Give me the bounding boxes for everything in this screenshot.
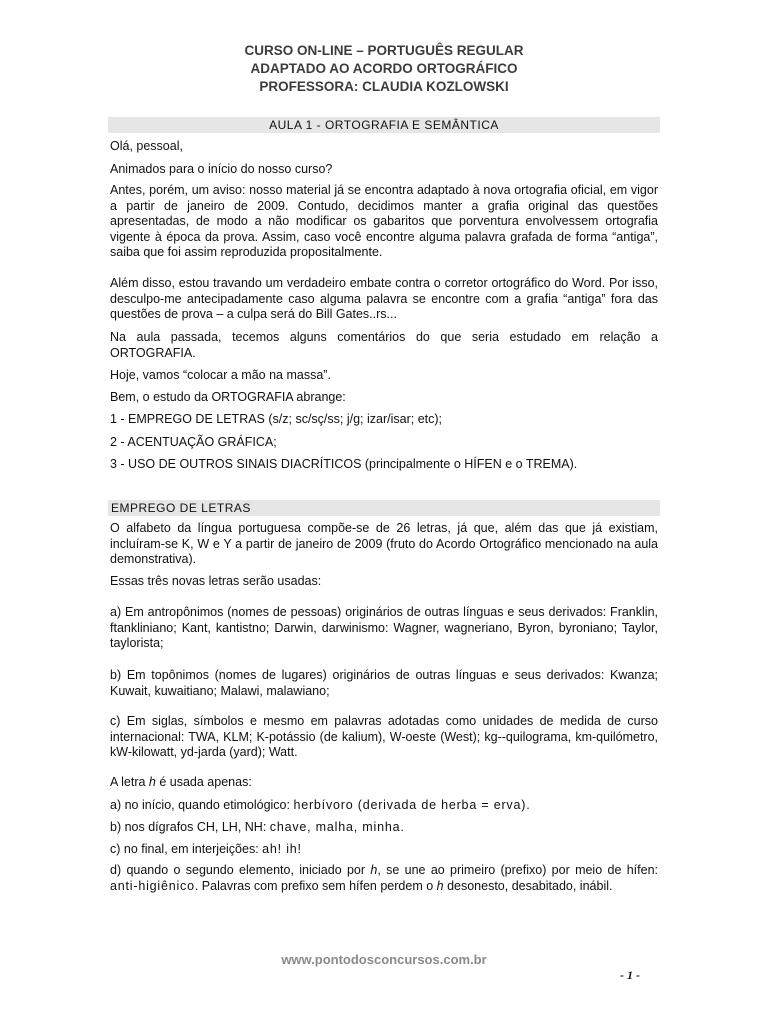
h-rule-d-letter-1: h: [370, 863, 378, 877]
h-rule-c: [110, 842, 658, 858]
scope-item-1: 1 - EMPREGO DE LETRAS (s/z; sc/sç/ss; j/g; izar/isar; etc);: [110, 412, 443, 426]
intro-paragraph-5: Hoje, vamos “colocar a mão na massa”.: [110, 368, 331, 382]
page-number: - 1 -: [620, 968, 640, 982]
h-rule-a-text: a) no início, quando etimológico:: [110, 798, 294, 812]
h-letter: h: [148, 775, 156, 789]
course-title: CURSO ON-LINE – PORTUGUÊS REGULAR: [244, 43, 524, 58]
scope-item-3: 3 - USO DE OUTROS SINAIS DIACRÍTICOS (principalmente o HÍFEN e o TREMA).: [110, 457, 578, 471]
h-rule-a: [110, 798, 658, 814]
course-subtitle: ADAPTADO AO ACORDO ORTOGRÁFICO: [250, 61, 518, 76]
intro-paragraph-1: Animados para o início do nosso curso?: [110, 162, 333, 176]
h-rule-d-text-3: . Palavras com prefixo sem hífen perdem o: [194, 878, 437, 893]
scope-item-2: 2 - ACENTUAÇÃO GRÁFICA;: [110, 435, 277, 449]
section-title-bar: [108, 500, 660, 516]
h-rule-d-letter-2: h: [436, 878, 444, 893]
rule-anthroponyms: a) Em antropônimos (nomes de pessoas) originários de outras línguas e seus derivados: Franklin, ftankliniano; Kant, kantistno; Darwin, darwinismo: Wagner, wagneriano, Byron, byroniano; Taylor, taylorista;: [110, 605, 658, 650]
h-rule-d-text-1: d) quando o segundo elemento, iniciado por: [110, 863, 371, 877]
alphabet-paragraph: O alfabeto da língua portuguesa compõe-se de 26 letras, já que, além das que já existiam, incluíram-se K, W e Y a partir de janeiro de 2009 (fruto do Acordo Ortográfico mencionado na aula demonstrativa).: [110, 521, 658, 566]
greeting: Olá, pessoal,: [110, 139, 183, 153]
intro-paragraph-6: Bem, o estudo da ORTOGRAFIA abrange:: [110, 390, 346, 404]
section-title: EMPREGO DE LETRAS: [111, 501, 251, 515]
professor-name: PROFESSORA: CLAUDIA KOZLOWSKI: [259, 79, 509, 94]
h-rule-d-example: anti-higiênico: [110, 878, 195, 893]
intro-paragraph-3: Além disso, estou travando um verdadeiro embate contra o corretor ortográfico do Word. Por isso, desculpo-me antecipadamente caso alguma palavra se encontre com a grafia “antiga” fora das questões de prova – a culpa será do Bill Gates..rs...: [110, 276, 658, 321]
intro-paragraph-2: Antes, porém, um aviso: nosso material já se encontra adaptado à nova ortografia oficial, em vigor a partir de janeiro de 2009. Contudo, decidimos manter a grafia original das questões apresentadas, de modo a não modificar os gabaritos que porventura envolvessem ortografia vigente à época da prova. Assim, caso você encontre alguma palavra grafada de forma “antiga”, saiba que foi assim reproduzida propositalmente.: [110, 183, 658, 259]
lesson-title: AULA 1 - ORTOGRAFIA E SEMÂNTICA: [269, 118, 499, 132]
letter-h-intro: [110, 775, 658, 791]
rule-toponyms: b) Em topônimos (nomes de lugares) originários de outras línguas e seus derivados: Kwanza; Kuwait, kuwaitiano; Malawi, malawiano;: [110, 668, 658, 698]
lesson-title-bar: [108, 117, 660, 133]
h-rule-b-example: chave, malha, minha.: [269, 820, 405, 834]
new-letters-intro: Essas três novas letras serão usadas:: [110, 574, 322, 588]
h-rule-c-text: c) no final, em interjeições:: [110, 842, 263, 856]
h-intro-pre: A letra: [110, 775, 149, 789]
h-rule-d-text-4: desonesto, desabitado, inábil.: [443, 878, 613, 893]
rule-symbols: c) Em siglas, símbolos e mesmo em palavras adotadas como unidades de medida de curso internacional: TWA, KLM; K-potássio (de kalium), W-oeste (West); kg--quilograma, km-quilómetro, kW-kilowatt, yd-jarda (yard); Watt.: [110, 714, 658, 759]
h-rule-b-text: b) nos dígrafos CH, LH, NH:: [110, 820, 270, 834]
h-rule-d-text-2: , se une ao primeiro (prefixo) por meio de hífen:: [377, 863, 658, 877]
document-header: [0, 42, 768, 96]
h-intro-post: é usada apenas:: [155, 775, 252, 789]
h-rule-c-example: ah! ih!: [262, 842, 302, 856]
h-rule-a-example: herbívoro (derivada de herba = erva).: [293, 798, 531, 812]
footer-url[interactable]: www.pontodosconcursos.com.br: [281, 952, 487, 967]
h-rule-d: [110, 863, 658, 894]
intro-paragraph-4: Na aula passada, tecemos alguns comentários do que seria estudado em relação a ORTOGRAFIA.: [110, 330, 658, 360]
h-rule-b: [110, 820, 658, 836]
